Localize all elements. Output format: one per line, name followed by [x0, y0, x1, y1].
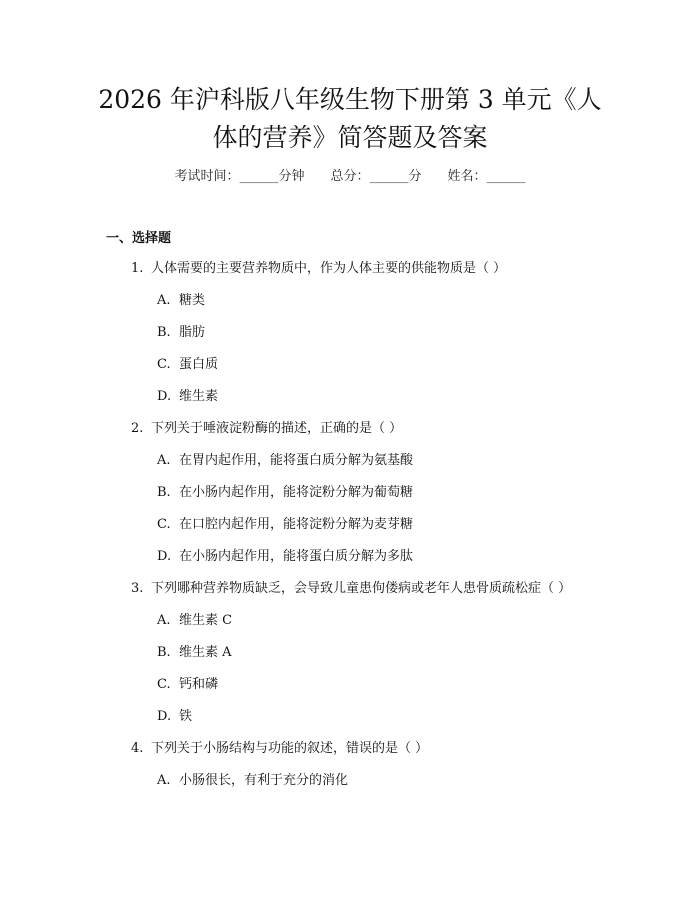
option-letter: D.: [157, 709, 172, 724]
question-1-option-a: [157, 291, 205, 311]
question-3: [131, 579, 571, 599]
question-text: 下列哪种营养物质缺乏，会导致儿童患佝偻病或老年人患骨质疏松症（ ）: [151, 581, 572, 596]
option-text: 铁: [179, 709, 193, 724]
exam-time-field: 考试时间：______分钟: [174, 169, 305, 184]
question-2-option-a: [157, 451, 413, 471]
option-letter: D.: [157, 389, 172, 404]
section-title: 一、选择题: [106, 231, 172, 246]
option-letter: A.: [157, 293, 171, 308]
question-2-option-c: [157, 515, 413, 535]
option-letter: A.: [157, 453, 171, 468]
option-text: 脂肪: [179, 325, 206, 340]
question-number: 1.: [131, 261, 144, 276]
option-letter: B.: [157, 485, 171, 500]
option-text: 小肠很长，有利于充分的消化: [179, 773, 349, 788]
option-letter: D.: [157, 549, 172, 564]
option-text: 在胃内起作用，能将蛋白质分解为氨基酸: [179, 453, 414, 468]
question-text: 人体需要的主要营养物质中，作为人体主要的供能物质是（ ）: [151, 261, 507, 276]
question-1-option-d: [157, 387, 218, 407]
question-2-option-b: [157, 483, 413, 503]
question-4-option-a: [157, 771, 348, 791]
option-letter: C.: [157, 677, 171, 692]
question-3-option-c: [157, 675, 218, 695]
option-text: 在小肠内起作用，能将淀粉分解为葡萄糖: [179, 485, 414, 500]
option-text: 维生素 C: [179, 613, 233, 628]
option-text: 糖类: [179, 293, 206, 308]
question-4: [131, 739, 428, 759]
option-letter: C.: [157, 357, 171, 372]
option-text: 在口腔内起作用，能将淀粉分解为麦芽糖: [179, 517, 414, 532]
question-number: 4.: [131, 741, 144, 756]
question-text: 下列关于小肠结构与功能的叙述，错误的是（ ）: [151, 741, 429, 756]
option-text: 维生素 A: [179, 645, 232, 660]
question-3-option-d: [157, 707, 192, 727]
option-letter: A.: [157, 773, 171, 788]
question-2-option-d: [157, 547, 413, 567]
question-2: [131, 419, 402, 439]
question-1-option-b: [157, 323, 205, 343]
question-1: [131, 259, 506, 279]
option-letter: B.: [157, 325, 171, 340]
exam-score-field: 总分：______分: [330, 169, 422, 184]
option-letter: C.: [157, 517, 171, 532]
exam-meta: [0, 167, 700, 187]
question-text: 下列关于唾液淀粉酶的描述，正确的是（ ）: [151, 421, 403, 436]
option-text: 在小肠内起作用，能将蛋白质分解为多肽: [179, 549, 414, 564]
question-3-option-b: [157, 643, 232, 663]
question-1-option-c: [157, 355, 218, 375]
question-number: 2.: [131, 421, 144, 436]
option-text: 钙和磷: [179, 677, 219, 692]
option-letter: A.: [157, 613, 171, 628]
option-text: 蛋白质: [179, 357, 219, 372]
document-title-line-2: 体的营养》简答题及答案: [212, 123, 488, 152]
question-3-option-a: [157, 611, 232, 631]
option-letter: B.: [157, 645, 171, 660]
document-title-line-1: 2026 年沪科版八年级生物下册第 3 单元《人: [98, 85, 602, 114]
option-text: 维生素: [179, 389, 219, 404]
exam-name-field: 姓名：______: [447, 169, 526, 184]
question-number: 3.: [131, 581, 144, 596]
